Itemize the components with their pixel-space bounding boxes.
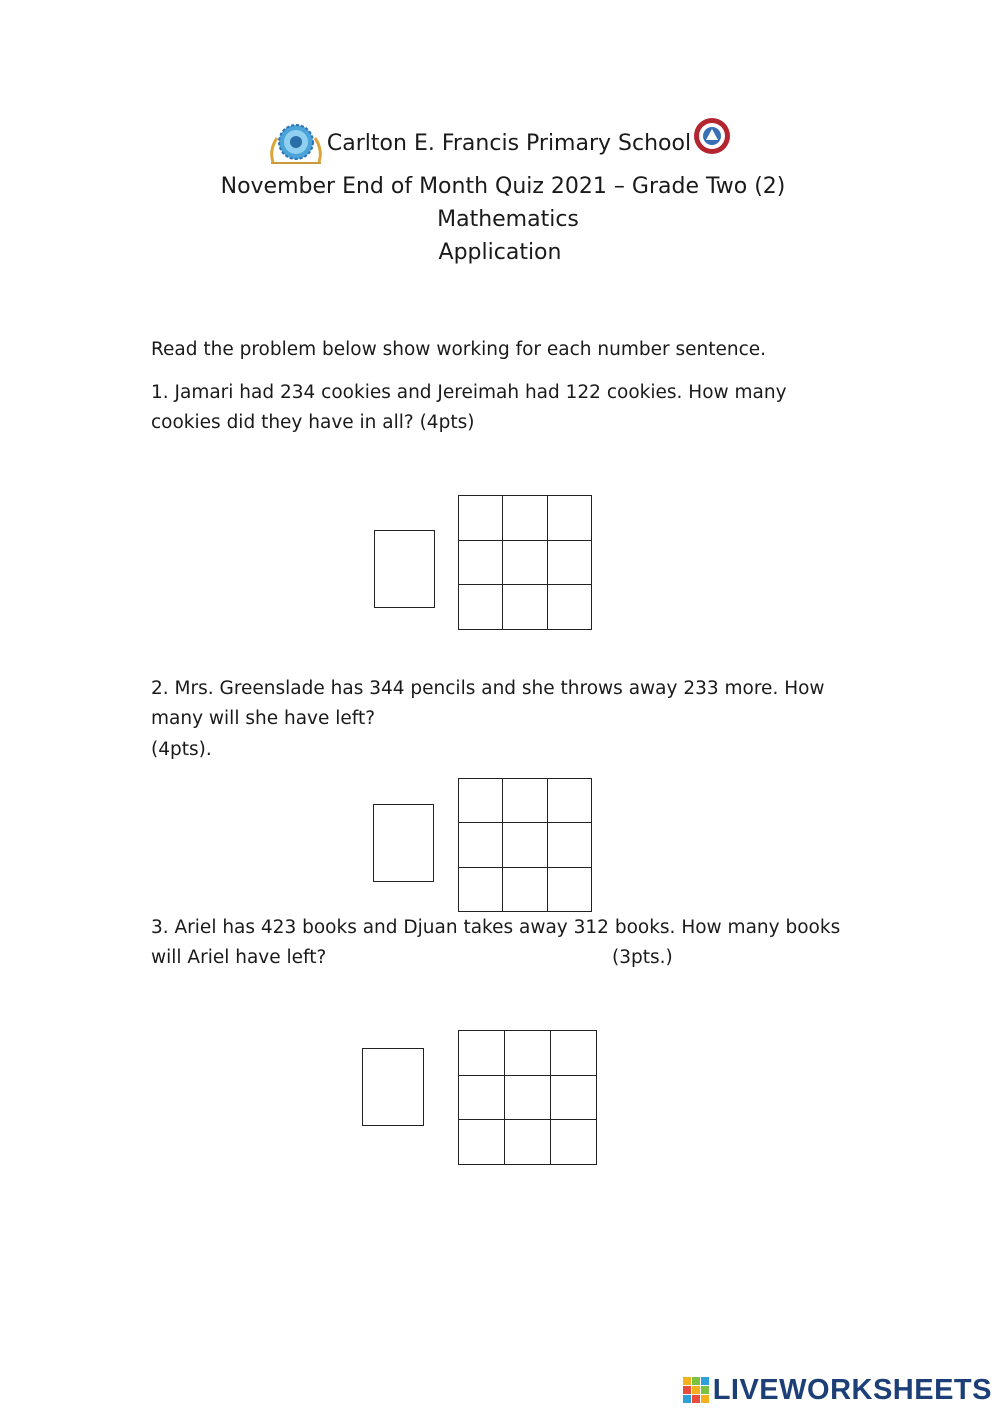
grid-cell[interactable] — [548, 779, 592, 823]
liveworksheets-logo-icon — [683, 1377, 709, 1403]
liveworksheets-brand-text: LIVEWORKSHEETS — [712, 1374, 992, 1406]
grid-cell[interactable] — [459, 541, 503, 586]
grid-cell[interactable] — [503, 585, 547, 630]
question-1-line-2: cookies did they have in all? (4pts) — [151, 412, 475, 433]
grid-cell[interactable] — [551, 1076, 597, 1121]
question-3-line-1: 3. Ariel has 423 books and Djuan takes away 312 books. How many books — [151, 917, 841, 938]
quiz-title: November End of Month Quiz 2021 – Grade Two (2) — [220, 174, 786, 199]
grid-cell[interactable] — [548, 541, 592, 586]
grid-cell[interactable] — [548, 823, 592, 867]
grid-cell[interactable] — [459, 496, 503, 541]
question-3-sign-box[interactable] — [362, 1048, 424, 1126]
grid-cell[interactable] — [548, 868, 592, 912]
grid-cell[interactable] — [505, 1031, 551, 1076]
grid-cell[interactable] — [459, 868, 503, 912]
grid-cell[interactable] — [503, 779, 547, 823]
question-1-sign-box[interactable] — [374, 530, 435, 608]
grid-cell[interactable] — [459, 823, 503, 867]
grid-cell[interactable] — [459, 1120, 505, 1165]
school-header — [0, 122, 1000, 166]
question-2-line-1: 2. Mrs. Greenslade has 344 pencils and she throws away 233 more. How — [151, 678, 825, 699]
school-crest-left-logo — [267, 122, 325, 166]
grid-cell[interactable] — [459, 1076, 505, 1121]
school-crest-right-logo — [691, 116, 733, 156]
question-2-sign-box[interactable] — [373, 804, 434, 882]
question-2-line-2: many will she have left? — [151, 708, 376, 729]
grid-cell[interactable] — [505, 1076, 551, 1121]
grid-cell[interactable] — [459, 585, 503, 630]
grid-cell[interactable] — [459, 779, 503, 823]
grid-cell[interactable] — [548, 496, 592, 541]
question-2-line-3: (4pts). — [151, 739, 212, 760]
subject-title: Mathematics — [437, 207, 579, 232]
grid-cell[interactable] — [503, 541, 547, 586]
question-2-working-grid — [458, 778, 592, 912]
grid-cell[interactable] — [503, 496, 547, 541]
instructions: Read the problem below show working for each number sentence. — [151, 339, 767, 360]
question-1-working-grid — [458, 495, 592, 630]
liveworksheets-brand — [683, 1375, 992, 1405]
grid-cell[interactable] — [548, 585, 592, 630]
question-1-line-1: 1. Jamari had 234 cookies and Jereimah had 122 cookies. How many — [151, 382, 787, 403]
question-3-working-grid — [458, 1030, 597, 1165]
question-3-line-2: will Ariel have left? — [151, 947, 327, 968]
grid-cell[interactable] — [459, 1031, 505, 1076]
grid-cell[interactable] — [503, 868, 547, 912]
grid-cell[interactable] — [551, 1031, 597, 1076]
section-title: Application — [438, 240, 562, 265]
question-3-points: (3pts.) — [612, 947, 673, 968]
grid-cell[interactable] — [505, 1120, 551, 1165]
grid-cell[interactable] — [503, 823, 547, 867]
grid-cell[interactable] — [551, 1120, 597, 1165]
school-name: Carlton E. Francis Primary School — [326, 131, 692, 156]
